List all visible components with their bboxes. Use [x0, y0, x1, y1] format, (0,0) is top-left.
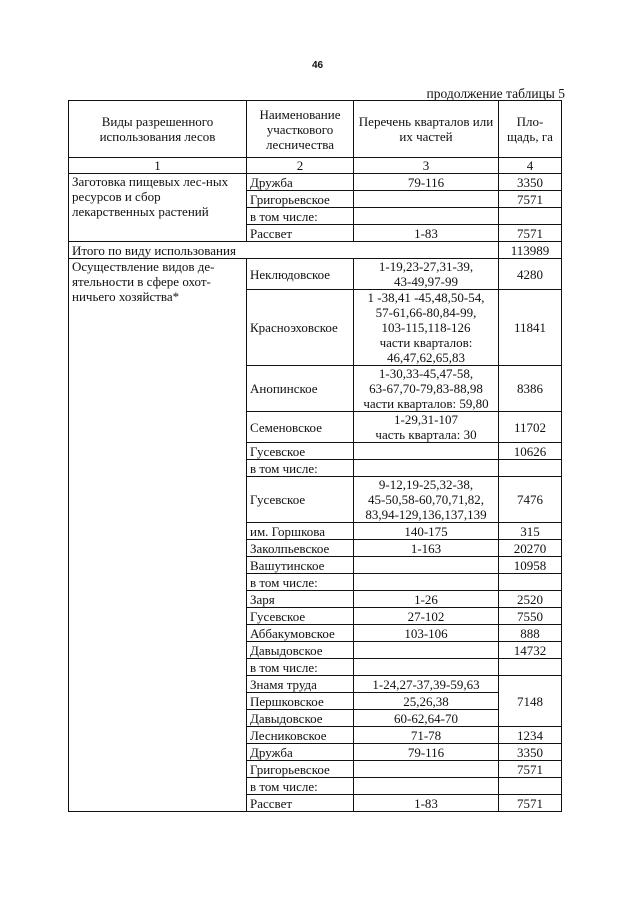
- area-cell: 7571: [499, 191, 562, 208]
- quarters-cell: [354, 460, 499, 477]
- quarters-cell: 103-106: [354, 625, 499, 642]
- area-cell: 20270: [499, 540, 562, 557]
- area-cell: 2520: [499, 591, 562, 608]
- area-cell: 4280: [499, 259, 562, 290]
- quarters-cell: 1-83: [354, 795, 499, 812]
- use-type-cell: Осуществление видов де-ятельности в сфере охот-ничьего хозяйства*: [69, 259, 247, 812]
- quarters-cell: 1-26: [354, 591, 499, 608]
- column-index: 1: [69, 158, 247, 174]
- forestry-name-cell: Знамя труда: [247, 676, 354, 693]
- column-index-row: [69, 158, 562, 174]
- quarters-cell: 27-102: [354, 608, 499, 625]
- area-cell: 315: [499, 523, 562, 540]
- quarters-cell: 79-116: [354, 744, 499, 761]
- forestry-name-cell: Красноэховское: [247, 290, 354, 366]
- forestry-name-cell: в том числе:: [247, 208, 354, 225]
- quarters-cell: [354, 642, 499, 659]
- use-type-cell: Заготовка пищевых лес-ных ресурсов и сбор лекарственных растений: [69, 174, 247, 242]
- quarters-cell: [354, 443, 499, 460]
- quarters-cell: [354, 557, 499, 574]
- area-cell: 7476: [499, 477, 562, 523]
- header-row: [69, 101, 562, 158]
- quarters-cell: 1-24,27-37,39-59,63: [354, 676, 499, 693]
- quarters-cell: 71-78: [354, 727, 499, 744]
- quarters-cell: 1-19,23-27,31-39, 43-49,97-99: [354, 259, 499, 290]
- area-cell: 11702: [499, 412, 562, 443]
- forestry-name-cell: Лесниковское: [247, 727, 354, 744]
- forestry-name-cell: Гусевское: [247, 608, 354, 625]
- quarters-cell: [354, 761, 499, 778]
- column-index: 4: [499, 158, 562, 174]
- page-number: 46: [311, 60, 324, 71]
- forestry-name-cell: Григорьевское: [247, 761, 354, 778]
- forestry-name-cell: Рассвет: [247, 795, 354, 812]
- quarters-cell: [354, 659, 499, 676]
- area-cell: 1234: [499, 727, 562, 744]
- forestry-name-cell: Дружба: [247, 744, 354, 761]
- area-cell: 14732: [499, 642, 562, 659]
- table-row: [69, 174, 562, 191]
- quarters-cell: 1 -38,41 -45,48,50-54, 57-61,66-80,84-99, 103-115,118-126 части кварталов: 46,47,62,65,83: [354, 290, 499, 366]
- table-continuation-caption: продолжение таблицы 5: [426, 86, 565, 101]
- area-cell: 3350: [499, 744, 562, 761]
- quarters-cell: [354, 778, 499, 795]
- forestry-name-cell: Анопинское: [247, 366, 354, 412]
- forestry-name-cell: Давыдовское: [247, 710, 354, 727]
- area-cell: [499, 778, 562, 795]
- quarters-cell: [354, 191, 499, 208]
- forestry-name-cell: в том числе:: [247, 659, 354, 676]
- header-use-type: Виды разрешенного использования лесов: [69, 101, 247, 158]
- quarters-cell: 1-83: [354, 225, 499, 242]
- area-cell: 7550: [499, 608, 562, 625]
- forestry-name-cell: Заколпьевское: [247, 540, 354, 557]
- column-index: 3: [354, 158, 499, 174]
- header-quarters: Перечень кварталов или их частей: [354, 101, 499, 158]
- area-cell: 11841: [499, 290, 562, 366]
- quarters-cell: 60-62,64-70: [354, 710, 499, 727]
- forestry-name-cell: им. Горшкова: [247, 523, 354, 540]
- total-label: Итого по виду использования: [69, 242, 499, 259]
- quarters-cell: 9-12,19-25,32-38, 45-50,58-60,70,71,82, 83,94-129,136,137,139: [354, 477, 499, 523]
- forestry-name-cell: Григорьевское: [247, 191, 354, 208]
- forestry-name-cell: Першковское: [247, 693, 354, 710]
- area-cell: 7571: [499, 795, 562, 812]
- area-cell: 10958: [499, 557, 562, 574]
- quarters-cell: 140-175: [354, 523, 499, 540]
- total-row: [69, 242, 562, 259]
- area-cell: 10626: [499, 443, 562, 460]
- table-body: [69, 174, 562, 812]
- quarters-cell: 1-163: [354, 540, 499, 557]
- area-cell: 7571: [499, 761, 562, 778]
- area-cell: 888: [499, 625, 562, 642]
- quarters-cell: [354, 574, 499, 591]
- quarters-cell: [354, 208, 499, 225]
- area-cell: 7571: [499, 225, 562, 242]
- quarters-cell: 25,26,38: [354, 693, 499, 710]
- forestry-name-cell: Давыдовское: [247, 642, 354, 659]
- area-cell: 8386: [499, 366, 562, 412]
- forestry-name-cell: в том числе:: [247, 778, 354, 795]
- forest-use-table: [68, 100, 562, 812]
- forestry-name-cell: Вашутинское: [247, 557, 354, 574]
- forestry-name-cell: в том числе:: [247, 460, 354, 477]
- total-area-cell: 113989: [499, 242, 562, 259]
- forestry-name-cell: Неклюдовское: [247, 259, 354, 290]
- quarters-cell: 1-29,31-107 часть квартала: 30: [354, 412, 499, 443]
- header-area: Пло-щадь, га: [499, 101, 562, 158]
- forestry-name-cell: Семеновское: [247, 412, 354, 443]
- forestry-name-cell: Рассвет: [247, 225, 354, 242]
- forestry-name-cell: Гусевское: [247, 477, 354, 523]
- forestry-name-cell: Заря: [247, 591, 354, 608]
- forestry-name-cell: в том числе:: [247, 574, 354, 591]
- quarters-cell: 79-116: [354, 174, 499, 191]
- table-row: [69, 259, 562, 290]
- quarters-cell: 1-30,33-45,47-58, 63-67,70-79,83-88,98 части кварталов: 59,80: [354, 366, 499, 412]
- area-cell: 7148: [499, 676, 562, 727]
- area-cell: [499, 659, 562, 676]
- area-cell: [499, 460, 562, 477]
- header-forestry-name: Наименование участкового лесничества: [247, 101, 354, 158]
- column-index: 2: [247, 158, 354, 174]
- area-cell: [499, 208, 562, 225]
- area-cell: 3350: [499, 174, 562, 191]
- forestry-name-cell: Аббакумовское: [247, 625, 354, 642]
- area-cell: [499, 574, 562, 591]
- forestry-name-cell: Дружба: [247, 174, 354, 191]
- forestry-name-cell: Гусевское: [247, 443, 354, 460]
